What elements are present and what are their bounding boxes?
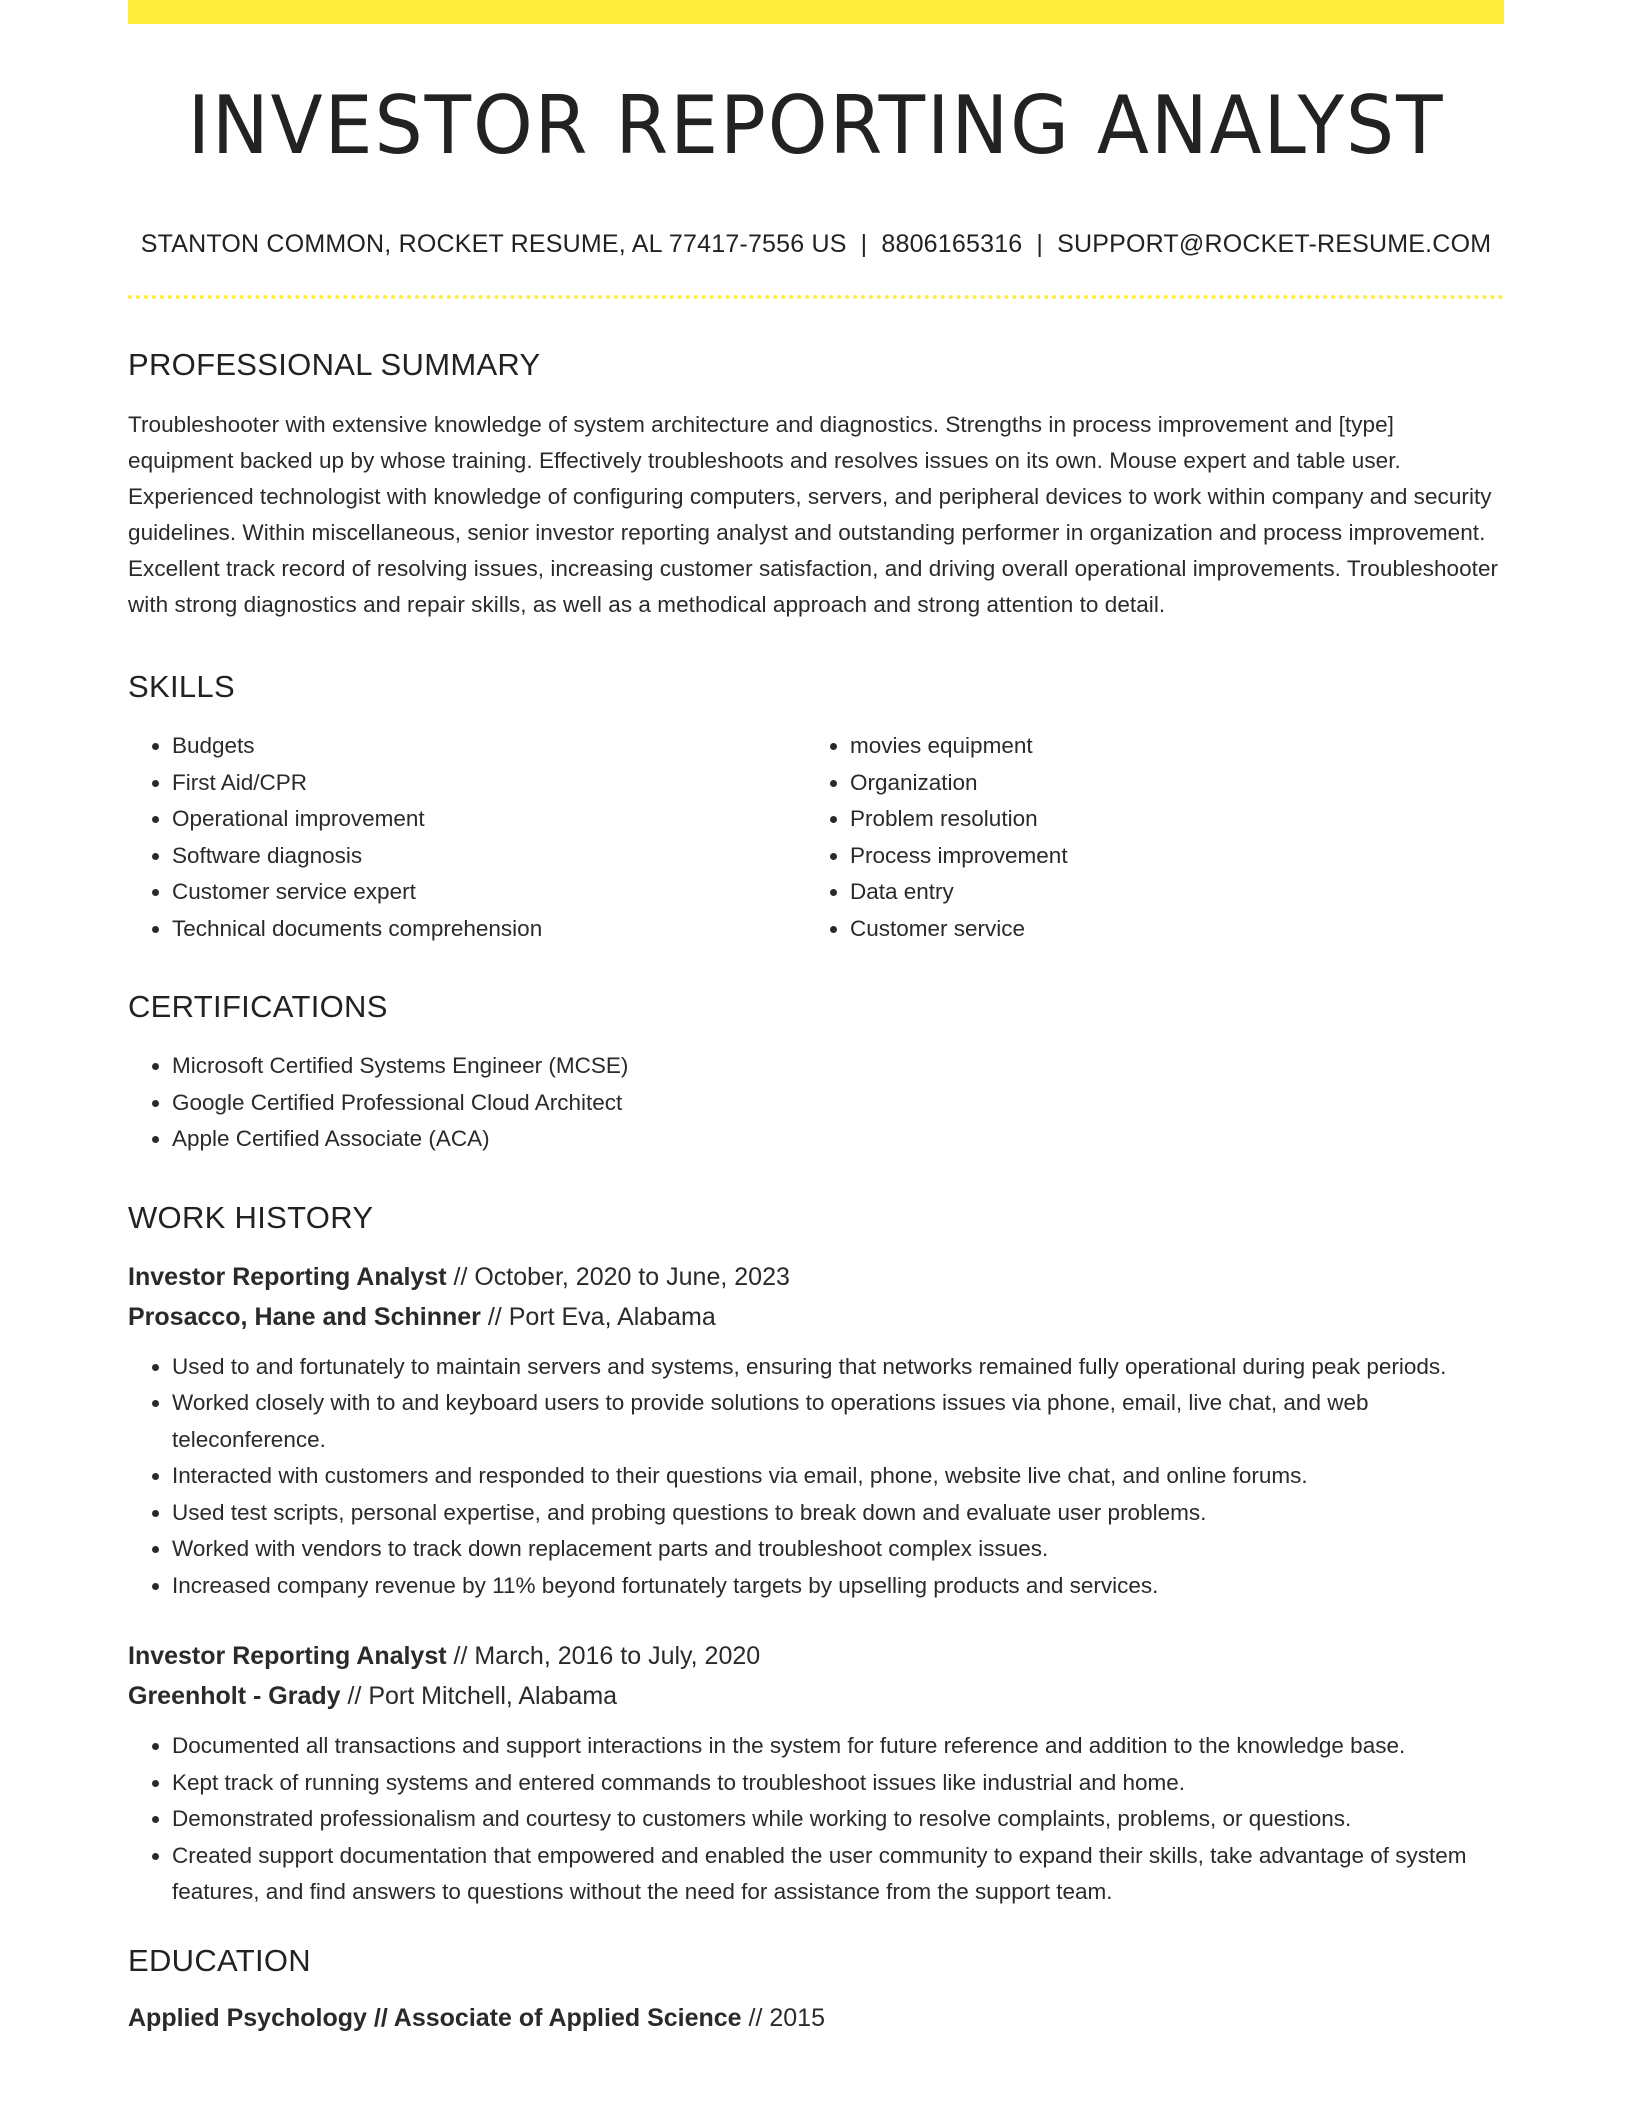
section-heading-education: EDUCATION (128, 1942, 311, 1978)
contact-separator: | (860, 230, 868, 258)
education-degree: Applied Psychology // Associate of Applied Science (128, 2003, 742, 2032)
certification-item: • Microsoft Certified Systems Engineer (MCSE) (172, 1048, 1504, 1085)
skill-item: • Data entry (850, 874, 1484, 911)
education-year: // 2015 (741, 2003, 825, 2032)
job-bullet: • Used test scripts, personal expertise, and probing questions to break down and evaluate user problems. (172, 1495, 1504, 1532)
contact-email: SUPPORT@ROCKET-RESUME.COM (1057, 230, 1492, 258)
job-bullet: • Created support documentation that empowered and enabled the user community to expand their skills, take advantage of system features, and find answers to questions without the need for assistance from the support team. (172, 1838, 1504, 1911)
section-heading-certifications: CERTIFICATIONS (128, 989, 388, 1024)
job-company-line (128, 1297, 1504, 1337)
job-bullet: • Interacted with customers and responded to their questions via email, phone, website live chat, and online forums. (172, 1458, 1504, 1495)
job-bullet: • Demonstrated professionalism and courtesy to customers while working to resolve complaints, problems, or questions. (172, 1801, 1504, 1838)
job-title-line (128, 1257, 1504, 1297)
job-title: Investor Reporting Analyst (128, 1642, 447, 1670)
skill-item: • Organization (850, 765, 1484, 802)
job-title-line (128, 1636, 1504, 1676)
job-company-line (128, 1676, 1504, 1716)
section-heading-summary: PROFESSIONAL SUMMARY (128, 347, 541, 382)
skill-item: • Problem resolution (850, 801, 1484, 838)
job-bullet: • Documented all transactions and support interactions in the system for future reference and addition to the knowledge base. (172, 1728, 1504, 1765)
skill-item: • movies equipment (850, 728, 1484, 765)
job-company: Greenholt - Grady (128, 1682, 341, 1710)
summary-text: Troubleshooter with extensive knowledge of system architecture and diagnostics. Strengths in process improvement and [type] equipment backed up by whose training. Effectively troubleshoots and resolves issues on its own. Mouse expert and table user. Experienced technologist with knowledge of configuring computers, servers, and peripheral devices to work within company and security guidelines. Within miscellaneous, senior investor reporting analyst and outstanding performer in organization and process improvement. Excellent track record of resolving issues, increasing customer satisfaction, and driving overall operational improvements. Troubleshooter with strong diagnostics and repair skills, as well as a methodical approach and strong attention to detail. (128, 412, 1499, 617)
job-bullet: • Kept track of running systems and entered commands to troubleshoot issues like industrial and home. (172, 1765, 1504, 1802)
skill-item: • Budgets (172, 728, 806, 765)
certification-item: • Apple Certified Associate (ACA) (172, 1121, 1504, 1158)
job-bullet: • Worked closely with to and keyboard users to provide solutions to operations issues via phone, email, live chat, and web teleconference. (172, 1385, 1504, 1458)
skills-column-left (128, 728, 806, 947)
contact-phone: 8806165316 (881, 230, 1023, 258)
skill-item: • Operational improvement (172, 801, 806, 838)
job-location: // Port Eva, Alabama (480, 1302, 716, 1331)
section-heading-work-history: WORK HISTORY (128, 1199, 374, 1235)
certifications-list (128, 1048, 1504, 1158)
job-title: Investor Reporting Analyst (128, 1262, 447, 1291)
section-heading-skills: SKILLS (128, 669, 235, 704)
job-company: Prosacco, Hane and Schinner (128, 1302, 481, 1331)
job-bullets (128, 1728, 1504, 1911)
job-bullet: • Used to and fortunately to maintain servers and systems, ensuring that networks remained fully operational during peak periods. (172, 1349, 1504, 1386)
contact-separator: | (1036, 230, 1044, 258)
contact-line (128, 230, 1504, 259)
education-entry (128, 1998, 1504, 2038)
contact-address: STANTON COMMON, ROCKET RESUME, AL 77417-7556 US (140, 230, 847, 258)
skill-item: • Process improvement (850, 838, 1484, 875)
job-dates: // October, 2020 to June, 2023 (446, 1262, 790, 1291)
skill-item: • Technical documents comprehension (172, 911, 806, 948)
resume-page (128, 0, 1504, 2038)
job-entry (128, 1257, 1504, 1605)
skills-list (128, 728, 1504, 947)
skill-item: • Customer service expert (172, 874, 806, 911)
candidate-name: INVESTOR REPORTING ANALYST (187, 79, 1445, 172)
skills-column-right (806, 728, 1484, 947)
job-dates: // March, 2016 to July, 2020 (446, 1642, 761, 1670)
skill-item: • Software diagnosis (172, 838, 806, 875)
skill-item: • First Aid/CPR (172, 765, 806, 802)
job-bullet: • Worked with vendors to track down replacement parts and troubleshoot complex issues. (172, 1531, 1504, 1568)
job-entry (128, 1636, 1504, 1911)
accent-bar (128, 0, 1504, 24)
dotted-divider (128, 295, 1504, 299)
job-location: // Port Mitchell, Alabama (340, 1682, 618, 1710)
job-bullets (128, 1349, 1504, 1605)
skill-item: • Customer service (850, 911, 1484, 948)
job-bullet: • Increased company revenue by 11% beyond fortunately targets by upselling products and services. (172, 1568, 1504, 1605)
certification-item: • Google Certified Professional Cloud Architect (172, 1085, 1504, 1122)
